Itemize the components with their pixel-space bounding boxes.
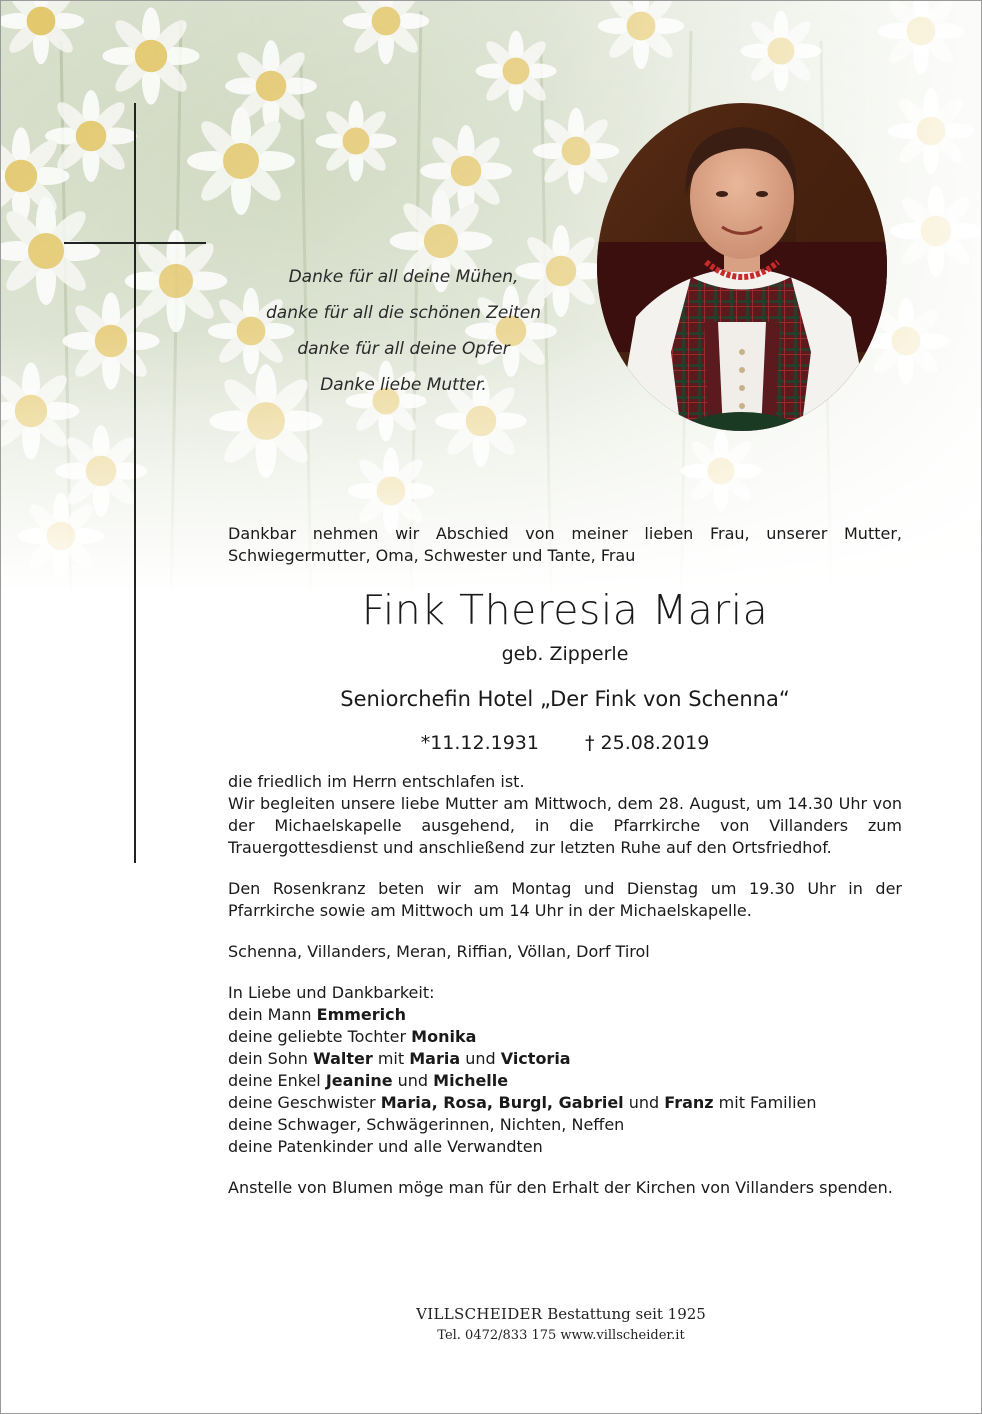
poem-line-3: danke für all deine Opfer: [297, 339, 510, 359]
family-godchildren: deine Patenkinder und alle Verwandten: [228, 1137, 543, 1156]
family-list: [228, 1004, 902, 1158]
poem: [221, 259, 586, 403]
poem-line-2: danke für all die schönen Zeiten: [265, 303, 541, 323]
cross-bar: [64, 242, 206, 244]
family-inlaws: deine Schwager, Schwägerinnen, Nichten, Neffen: [228, 1115, 625, 1134]
funeral-home-contact: Tel. 0472/833 175 www.villscheider.it: [437, 1328, 685, 1343]
deceased-name: Fink Theresia Maria: [361, 586, 769, 634]
family-daughter: deine geliebte Tochter Monika: [228, 1027, 477, 1046]
obituary-body: [228, 771, 902, 1199]
portrait-photo: [596, 102, 888, 432]
deceased-role: Seniorchefin Hotel „Der Fink von Schenna“: [340, 687, 790, 711]
funeral-home-name: VILLSCHEIDER Bestattung seit 1925: [416, 1305, 706, 1323]
family-siblings: deine Geschwister Maria, Rosa, Burgl, Gabriel und Franz mit Familien: [228, 1093, 817, 1112]
life-dates: [228, 730, 902, 756]
intro-text: Dankbar nehmen wir Abschied von meiner lieben Frau, unserer Mutter, Schwiegermutter, Oma, Schwester und Tante, Frau: [228, 524, 902, 565]
places-text: Schenna, Villanders, Meran, Riffian, Völlan, Dorf Tirol: [228, 942, 650, 961]
family-son: dein Sohn Walter mit Maria und Victoria: [228, 1049, 571, 1068]
donation-text: Anstelle von Blumen möge man für den Erhalt der Kirchen von Villanders spenden.: [228, 1178, 893, 1197]
family-husband: dein Mann Emmerich: [228, 1005, 407, 1024]
love-intro: In Liebe und Dankbarkeit:: [228, 983, 435, 1002]
funeral-text: Wir begleiten unsere liebe Mutter am Mittwoch, dem 28. August, um 14.30 Uhr von der Michaelskapelle ausgehend, in die Pfarrkirche von Villanders zum Trauergottesdienst und anschließend zur letzten Ruhe auf den Ortsfriedhof.: [228, 794, 902, 857]
poem-line-4: Danke liebe Mutter.: [320, 375, 487, 395]
death-date: † 25.08.2019: [584, 732, 710, 754]
rosary-text: Den Rosenkranz beten wir am Montag und Dienstag um 19.30 Uhr in der Pfarrkirche sowie am Mittwoch um 14 Uhr in der Michaelskapelle.: [228, 879, 902, 920]
poem-line-1: Danke für all deine Mühen,: [288, 267, 519, 287]
cross-icon: [134, 103, 136, 863]
passed-text: die friedlich im Herrn entschlafen ist.: [228, 772, 525, 791]
family-grandchildren: deine Enkel Jeanine und Michelle: [228, 1071, 509, 1090]
birth-date: *11.12.1931: [420, 732, 539, 754]
funeral-home-footer: [301, 1303, 821, 1347]
maiden-name: geb. Zipperle: [501, 643, 629, 665]
